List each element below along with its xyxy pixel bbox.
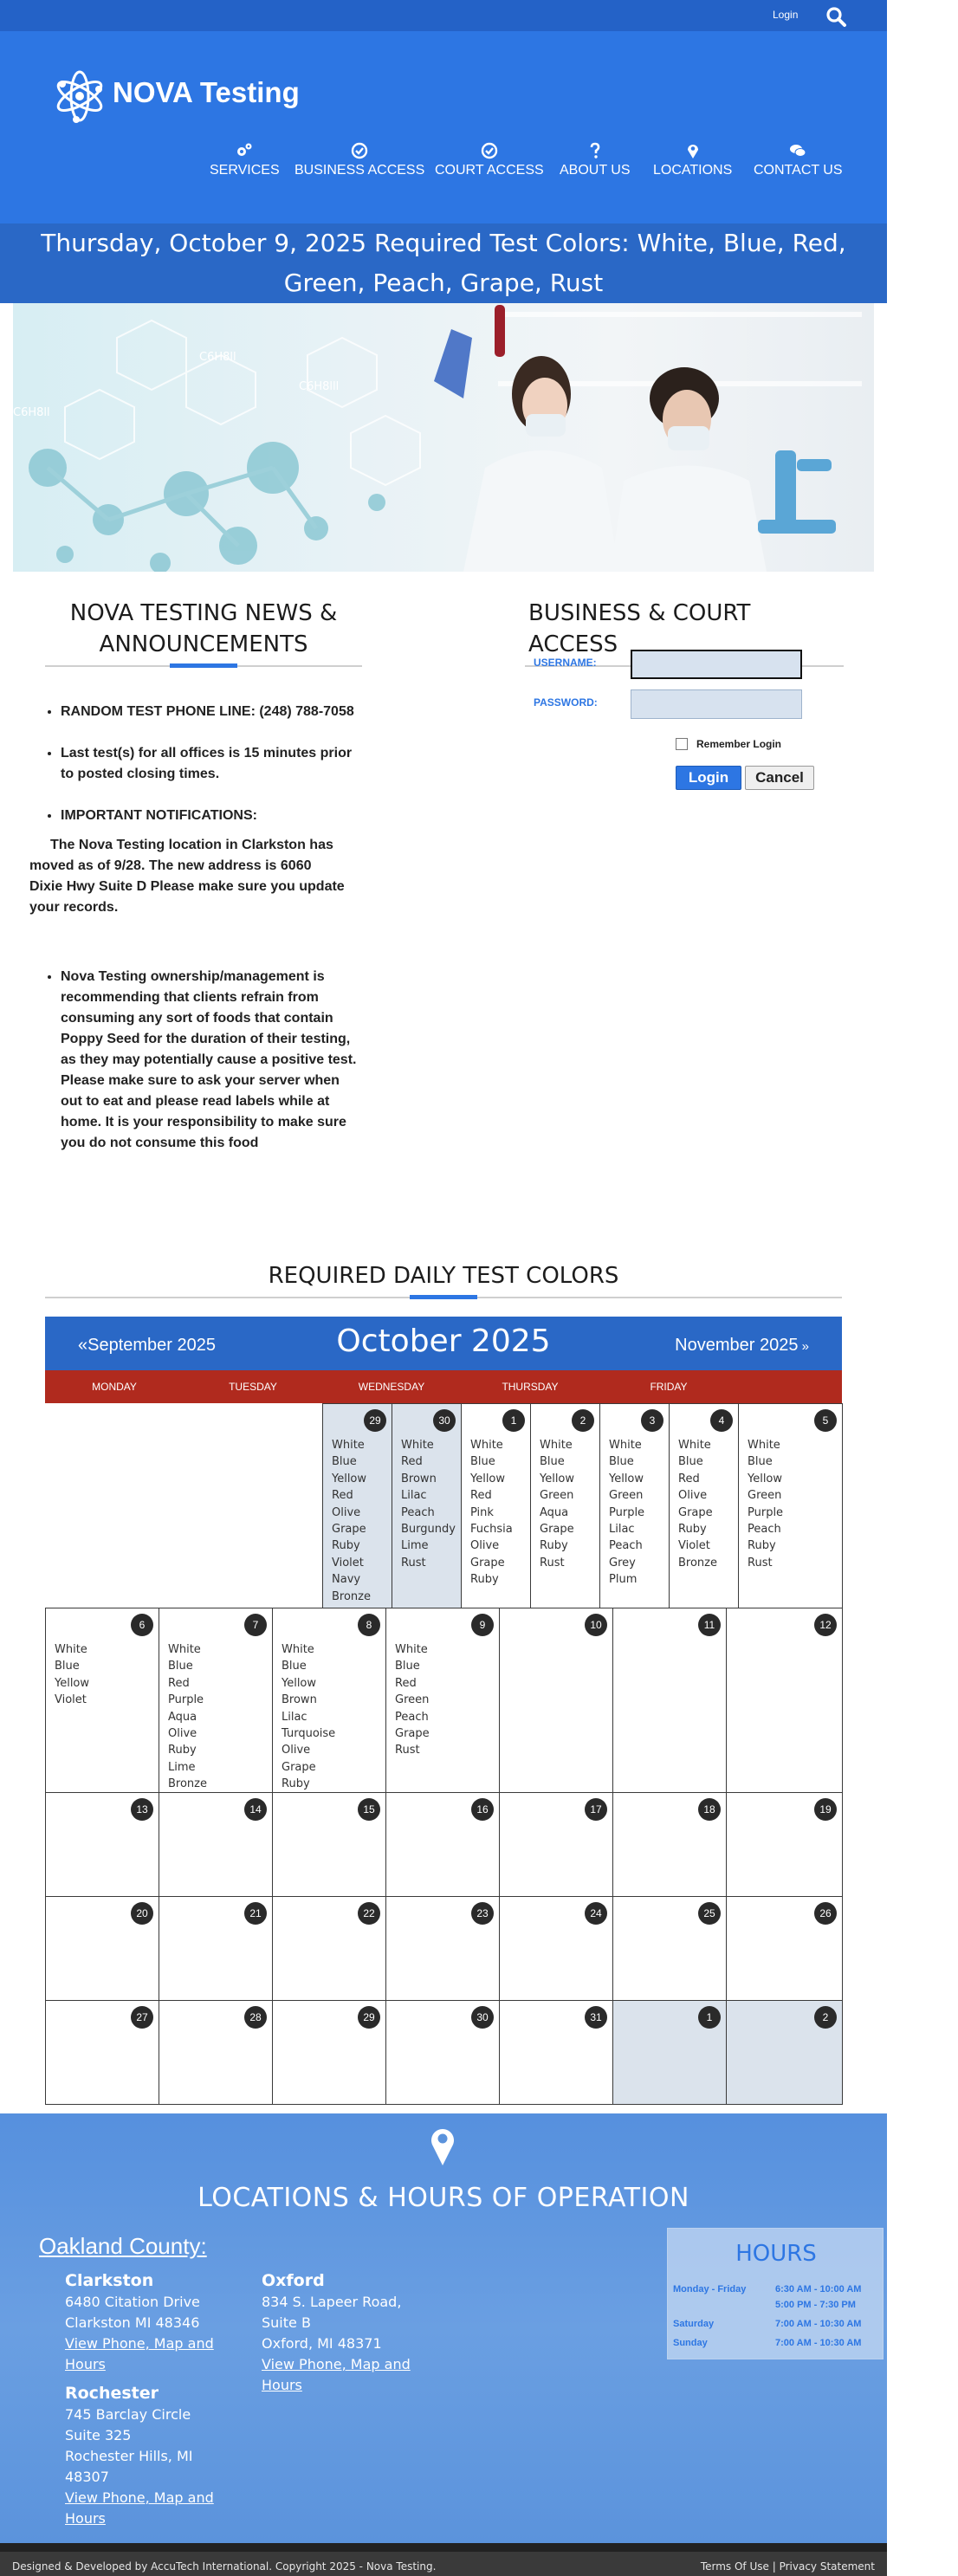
hours-day: Saturday bbox=[673, 2319, 715, 2329]
test-color: Ruby bbox=[748, 1539, 776, 1553]
day-number: 26 bbox=[814, 1902, 837, 1925]
test-color: White bbox=[470, 1439, 503, 1452]
test-color: Olive bbox=[678, 1489, 708, 1503]
test-color: Navy bbox=[332, 1573, 361, 1587]
test-color: Red bbox=[395, 1676, 417, 1690]
test-color: Grape bbox=[282, 1760, 316, 1774]
map-pin-icon bbox=[430, 2126, 456, 2165]
test-color: Blue bbox=[609, 1455, 634, 1469]
prev-month-link[interactable] bbox=[78, 1336, 216, 1356]
day-number: 24 bbox=[585, 1902, 607, 1925]
day-number: 16 bbox=[471, 1798, 494, 1821]
test-color: Peach bbox=[748, 1523, 781, 1537]
day-colors-list bbox=[401, 1437, 456, 1571]
office-name: Rochester bbox=[65, 2384, 159, 2403]
test-color: Rust bbox=[748, 1556, 773, 1570]
test-color: Bronze bbox=[168, 1777, 207, 1791]
test-color: Rust bbox=[395, 1744, 420, 1757]
day-number: 11 bbox=[698, 1614, 721, 1636]
access-title: BUSINESS & COURT ACCESS bbox=[528, 600, 751, 657]
locations-title: LOCATIONS & HOURS OF OPERATION bbox=[197, 2183, 689, 2213]
site-logo[interactable] bbox=[52, 66, 312, 126]
locations-section bbox=[0, 2113, 887, 2543]
day-number: 30 bbox=[471, 2006, 494, 2029]
test-color: Yellow bbox=[540, 1472, 575, 1485]
day-number: 22 bbox=[358, 1902, 380, 1925]
password-label: PASSWORD: bbox=[534, 696, 598, 709]
test-color: Purple bbox=[748, 1505, 784, 1519]
hours-day: Sunday bbox=[673, 2338, 708, 2348]
office-name: Oxford bbox=[262, 2271, 325, 2290]
calendar-day-cell bbox=[385, 1608, 500, 1793]
day-number: 10 bbox=[585, 1614, 607, 1636]
test-color: White bbox=[678, 1439, 711, 1452]
hero-formula-1: C6H8ll bbox=[199, 351, 236, 364]
day-number: 15 bbox=[358, 1798, 380, 1821]
calendar-day-cell bbox=[612, 1896, 727, 2001]
news-item: • IMPORTANT NOTIFICATIONS: bbox=[61, 806, 362, 826]
prev-month-label: September 2025 bbox=[87, 1336, 217, 1355]
day-number: 31 bbox=[585, 2006, 607, 2029]
test-color: Ruby bbox=[168, 1744, 197, 1757]
office-address: Suite B bbox=[262, 2314, 311, 2331]
test-color: Yellow bbox=[748, 1472, 783, 1485]
test-color: Yellow bbox=[470, 1472, 506, 1485]
next-month-link[interactable] bbox=[675, 1336, 809, 1356]
calendar-day-cell bbox=[599, 1403, 670, 1608]
news-item: • Last test(s) for all offices is 15 minutes prior to posted closing times. bbox=[61, 743, 362, 785]
check-circle-icon bbox=[481, 142, 498, 159]
office-details-link[interactable]: View Phone, Map and Hours bbox=[65, 2489, 214, 2527]
county-heading[interactable]: Oakland County: bbox=[39, 2233, 207, 2259]
day-number: 8 bbox=[358, 1614, 380, 1636]
remember-checkbox[interactable] bbox=[676, 738, 688, 750]
test-color: Violet bbox=[55, 1693, 87, 1707]
test-color: Blue bbox=[748, 1455, 773, 1469]
calendar-day-cell bbox=[726, 1792, 843, 1897]
calendar-title: REQUIRED DAILY TEST COLORS bbox=[268, 1263, 619, 1289]
test-color: Blue bbox=[332, 1455, 357, 1469]
calendar-day-cell bbox=[159, 1896, 273, 2001]
weekday-label: MONDAY bbox=[92, 1381, 137, 1393]
nav-court-access[interactable] bbox=[435, 142, 544, 178]
day-number: 1 bbox=[502, 1409, 525, 1432]
test-color: White bbox=[540, 1439, 573, 1452]
test-color: Lilac bbox=[282, 1710, 307, 1724]
nav-label: ABOUT US bbox=[560, 163, 631, 178]
day-number: 4 bbox=[710, 1409, 733, 1432]
day-number: 3 bbox=[641, 1409, 663, 1432]
calendar-title-wrap bbox=[45, 1260, 842, 1298]
office-address: Clarkston MI 48346 bbox=[65, 2314, 200, 2331]
test-color: Ruby bbox=[332, 1539, 360, 1553]
test-color: Violet bbox=[332, 1556, 364, 1570]
calendar-day-cell bbox=[272, 1608, 386, 1793]
hours-time: 7:00 AM - 10:30 AM bbox=[775, 2338, 862, 2348]
test-color: White bbox=[395, 1643, 428, 1656]
office-oxford bbox=[262, 2269, 426, 2396]
test-color: White bbox=[282, 1643, 314, 1656]
test-color: Olive bbox=[332, 1505, 361, 1519]
day-number: 14 bbox=[244, 1798, 267, 1821]
test-color: Brown bbox=[282, 1693, 317, 1707]
privacy-link[interactable]: Privacy Statement bbox=[779, 2560, 875, 2573]
footer-separator: | bbox=[772, 2560, 776, 2573]
test-color: Bronze bbox=[678, 1556, 717, 1570]
test-color: Peach bbox=[395, 1710, 429, 1724]
news-item: • RANDOM TEST PHONE LINE: (248) 788-7058 bbox=[61, 702, 362, 722]
day-number: 30 bbox=[433, 1409, 456, 1432]
site-footer bbox=[0, 2543, 887, 2576]
hours-time: 6:30 AM - 10:00 AM bbox=[775, 2284, 862, 2294]
daily-colors-banner bbox=[0, 223, 887, 303]
test-color: Lilac bbox=[609, 1523, 635, 1537]
top-bar bbox=[0, 0, 887, 31]
current-month: October 2025 bbox=[336, 1324, 551, 1359]
test-color: Blue bbox=[168, 1660, 193, 1673]
day-colors-list bbox=[395, 1641, 430, 1759]
title-divider bbox=[45, 1297, 842, 1298]
copyright-text: Designed & Developed by AccuTech International. Copyright 2025 - Nova Testing. bbox=[12, 2560, 437, 2573]
test-color: Red bbox=[401, 1455, 423, 1469]
day-number: 29 bbox=[358, 2006, 380, 2029]
test-color: Rust bbox=[401, 1556, 426, 1570]
site-header bbox=[0, 31, 887, 223]
test-color: Yellow bbox=[55, 1676, 90, 1690]
test-color: Red bbox=[470, 1489, 492, 1503]
nav-label: BUSINESS ACCESS bbox=[295, 163, 425, 178]
test-color: Ruby bbox=[678, 1523, 707, 1537]
weekday-label: TUESDAY bbox=[229, 1381, 277, 1393]
test-color: Olive bbox=[470, 1539, 500, 1553]
calendar-day-cell bbox=[322, 1403, 392, 1608]
hours-time: 7:00 AM - 10:30 AM bbox=[775, 2319, 862, 2329]
test-color: Olive bbox=[282, 1744, 311, 1757]
lab-scene-illustration bbox=[13, 303, 874, 572]
calendar-day-cell bbox=[385, 2000, 500, 2105]
weekday-label: FRIDAY bbox=[650, 1381, 688, 1393]
test-color: Blue bbox=[540, 1455, 565, 1469]
day-number: 27 bbox=[131, 2006, 153, 2029]
day-number: 6 bbox=[131, 1614, 153, 1636]
day-number: 5 bbox=[814, 1409, 837, 1432]
calendar-day-cell bbox=[45, 1608, 159, 1793]
test-color: Lime bbox=[168, 1760, 196, 1774]
test-color: Blue bbox=[678, 1455, 703, 1469]
test-color: Turquoise bbox=[282, 1727, 336, 1741]
day-colors-list bbox=[609, 1437, 644, 1589]
test-color: Ruby bbox=[470, 1573, 499, 1587]
footer-links bbox=[701, 2560, 875, 2573]
title-divider bbox=[45, 665, 362, 667]
double-chevron-right-icon: » bbox=[798, 1339, 809, 1354]
test-color: Green bbox=[540, 1489, 574, 1503]
test-color: Ruby bbox=[282, 1777, 310, 1791]
calendar-day-cell bbox=[461, 1403, 531, 1608]
poppy-seed-notice: • Nova Testing ownership/management is recommending that clients refrain from consuming any sort of foods that contain Poppy Seed for the duration of their testing, as they may potentially cause a positive test. Please make sure to ask your server when out to eat and please read labels while at home. It is your responsibility to make sure you do not consume this food bbox=[61, 967, 362, 1154]
atom-logo-icon bbox=[52, 66, 107, 126]
test-color: Yellow bbox=[332, 1472, 367, 1485]
day-number: 19 bbox=[814, 1798, 837, 1821]
test-color: Burgundy bbox=[401, 1523, 456, 1537]
nav-label: CONTACT US bbox=[754, 163, 843, 178]
calendar-day-cell bbox=[385, 1792, 500, 1897]
calendar-day-cell bbox=[499, 2000, 613, 2105]
news-list bbox=[45, 702, 362, 826]
calendar-day-cell bbox=[612, 1608, 727, 1793]
day-colors-list bbox=[332, 1437, 371, 1605]
check-circle-icon bbox=[351, 142, 368, 159]
test-color: Green bbox=[609, 1489, 644, 1503]
test-color: White bbox=[401, 1439, 434, 1452]
login-link[interactable]: Login bbox=[773, 9, 799, 21]
test-color: Ruby bbox=[540, 1539, 568, 1553]
day-number: 7 bbox=[244, 1614, 267, 1636]
test-color: Fuchsia bbox=[470, 1523, 513, 1537]
cancel-button[interactable]: Cancel bbox=[745, 766, 814, 790]
test-color: Peach bbox=[609, 1539, 643, 1553]
banner-text: Thursday, October 9, 2025 Required Test Colors: White, Blue, Red, Green, Peach, Grape, Rust bbox=[41, 229, 846, 297]
calendar-day-cell bbox=[272, 1792, 386, 1897]
test-color: Lilac bbox=[401, 1489, 427, 1503]
day-number: 18 bbox=[698, 1798, 721, 1821]
calendar-day-cell bbox=[392, 1403, 462, 1608]
calendar-day-cell bbox=[272, 2000, 386, 2105]
day-number: 2 bbox=[814, 2006, 837, 2029]
nav-contact-us[interactable] bbox=[754, 142, 843, 178]
calendar-day-cell bbox=[726, 1608, 843, 1793]
username-input[interactable] bbox=[631, 650, 802, 679]
test-color: Brown bbox=[401, 1472, 437, 1485]
double-chevron-left-icon: « bbox=[78, 1336, 88, 1355]
calendar-day-cell bbox=[726, 2000, 843, 2105]
test-color: Grape bbox=[540, 1523, 574, 1537]
test-color: Pink bbox=[470, 1505, 494, 1519]
nav-locations[interactable] bbox=[653, 142, 732, 178]
nav-label: SERVICES bbox=[210, 163, 280, 178]
test-color: Lime bbox=[401, 1539, 429, 1553]
day-number: 25 bbox=[698, 1902, 721, 1925]
weekday-label: THURSDAY bbox=[502, 1381, 559, 1393]
test-color: White bbox=[332, 1439, 365, 1452]
test-color: Purple bbox=[168, 1693, 204, 1707]
nav-label: LOCATIONS bbox=[653, 163, 733, 178]
test-color: Blue bbox=[282, 1660, 307, 1673]
office-address: 745 Barclay Circle Suite 325 bbox=[65, 2406, 191, 2443]
calendar-day-cell bbox=[159, 1792, 273, 1897]
password-input[interactable] bbox=[631, 689, 802, 719]
test-color: Red bbox=[678, 1472, 700, 1485]
nav-about-us[interactable] bbox=[560, 142, 631, 178]
day-colors-list bbox=[55, 1641, 89, 1709]
test-color: Yellow bbox=[609, 1472, 644, 1485]
hero-formula-2: C6H8lll bbox=[299, 380, 340, 393]
test-color: Olive bbox=[168, 1727, 197, 1741]
terms-link[interactable]: Terms Of Use bbox=[700, 2560, 769, 2573]
login-panel bbox=[525, 598, 844, 786]
office-rochester bbox=[65, 2382, 230, 2529]
calendar-header bbox=[45, 1317, 842, 1370]
calendar-day-cell bbox=[499, 1608, 613, 1793]
day-number: 12 bbox=[814, 1614, 837, 1636]
day-colors-list bbox=[748, 1437, 783, 1571]
news-section bbox=[29, 598, 362, 1175]
weekday-label: WEDNESDAY bbox=[358, 1381, 425, 1393]
calendar-day-cell bbox=[530, 1403, 600, 1608]
test-color: Red bbox=[332, 1489, 353, 1503]
test-color: Blue bbox=[55, 1660, 80, 1673]
test-color: Peach bbox=[401, 1505, 435, 1519]
test-color: Aqua bbox=[168, 1710, 197, 1724]
test-color: Violet bbox=[678, 1539, 710, 1553]
office-address: Oxford, MI 48371 bbox=[262, 2335, 382, 2352]
next-month-label: November 2025 bbox=[675, 1336, 799, 1355]
login-button[interactable]: Login bbox=[676, 766, 741, 790]
day-colors-list bbox=[540, 1437, 574, 1571]
calendar-day-cell bbox=[159, 2000, 273, 2105]
hours-time: 5:00 PM - 7:30 PM bbox=[775, 2300, 856, 2310]
test-color: Grape bbox=[332, 1523, 366, 1537]
office-name: Clarkston bbox=[65, 2271, 154, 2290]
test-color: Aqua bbox=[540, 1505, 569, 1519]
day-colors-list bbox=[678, 1437, 717, 1571]
test-color: Green bbox=[395, 1693, 430, 1707]
clarkston-move-notice: The Nova Testing location in Clarkston has moved as of 9/28. The new address is 6060 Dixie Hwy Suite D Please make sure you update your records. bbox=[29, 838, 345, 915]
test-color: Grey bbox=[609, 1556, 636, 1570]
test-color: Blue bbox=[470, 1455, 495, 1469]
day-number: 2 bbox=[572, 1409, 594, 1432]
calendar-day-cell bbox=[738, 1403, 843, 1608]
map-pin-icon bbox=[684, 142, 702, 159]
weekday-header bbox=[45, 1370, 842, 1403]
day-number: 23 bbox=[471, 1902, 494, 1925]
test-color: White bbox=[168, 1643, 201, 1656]
nav-services[interactable] bbox=[210, 142, 280, 178]
hours-day: Monday - Friday bbox=[673, 2284, 747, 2294]
hero-formula-3: C6H8ll bbox=[13, 406, 50, 419]
test-color: Grape bbox=[470, 1556, 505, 1570]
day-colors-list bbox=[168, 1641, 207, 1793]
calendar-day-cell bbox=[45, 2000, 159, 2105]
calendar-day-cell bbox=[272, 1896, 386, 2001]
question-icon bbox=[586, 142, 604, 159]
nav-business-access[interactable] bbox=[295, 142, 424, 178]
day-number: 1 bbox=[698, 2006, 721, 2029]
remember-login[interactable] bbox=[676, 738, 781, 750]
calendar-day-cell bbox=[159, 1608, 273, 1793]
calendar-day-cell bbox=[499, 1792, 613, 1897]
calendar-day-cell bbox=[612, 1792, 727, 1897]
test-color: Yellow bbox=[282, 1676, 317, 1690]
test-color: Red bbox=[168, 1676, 190, 1690]
day-number: 9 bbox=[471, 1614, 494, 1636]
day-colors-list bbox=[470, 1437, 513, 1589]
hours-panel bbox=[667, 2228, 884, 2359]
office-clarkston bbox=[65, 2269, 230, 2375]
test-color: Bronze bbox=[332, 1589, 371, 1603]
search-icon[interactable] bbox=[825, 5, 847, 28]
office-address: Rochester Hills, MI 48307 bbox=[65, 2448, 193, 2485]
calendar-day-cell bbox=[45, 1896, 159, 2001]
day-number: 13 bbox=[131, 1798, 153, 1821]
calendar-day-cell bbox=[385, 1896, 500, 2001]
day-number: 28 bbox=[244, 2006, 267, 2029]
test-color: Grape bbox=[395, 1727, 430, 1741]
calendar-day-cell bbox=[45, 1792, 159, 1897]
hours-title: HOURS bbox=[735, 2241, 817, 2267]
chat-bubbles-icon bbox=[789, 142, 806, 159]
test-color: Rust bbox=[540, 1556, 565, 1570]
test-color: White bbox=[748, 1439, 780, 1452]
calendar-day-cell bbox=[612, 2000, 727, 2105]
test-color: Plum bbox=[609, 1573, 638, 1587]
test-color: White bbox=[55, 1643, 87, 1656]
day-number: 20 bbox=[131, 1902, 153, 1925]
calendar-day-cell bbox=[499, 1896, 613, 2001]
brand-name: NOVA Testing bbox=[113, 76, 300, 108]
day-number: 21 bbox=[244, 1902, 267, 1925]
day-colors-list bbox=[282, 1641, 335, 1793]
test-color: Grape bbox=[678, 1505, 713, 1519]
hero-image bbox=[13, 303, 874, 572]
office-address: 834 S. Lapeer Road, bbox=[262, 2294, 402, 2310]
remember-label: Remember Login bbox=[696, 738, 782, 750]
gears-icon bbox=[236, 142, 253, 159]
test-color: Green bbox=[748, 1489, 782, 1503]
office-details-link[interactable]: View Phone, Map and Hours bbox=[65, 2335, 214, 2372]
office-address: 6480 Citation Drive bbox=[65, 2294, 200, 2310]
office-details-link[interactable]: View Phone, Map and Hours bbox=[262, 2356, 411, 2393]
day-number: 29 bbox=[364, 1409, 386, 1432]
test-color: Blue bbox=[395, 1660, 420, 1673]
calendar-day-cell bbox=[726, 1896, 843, 2001]
username-label: USERNAME: bbox=[534, 657, 597, 669]
nav-label: COURT ACCESS bbox=[435, 163, 544, 178]
calendar-day-cell bbox=[669, 1403, 739, 1608]
news-title: NOVA TESTING NEWS & ANNOUNCEMENTS bbox=[69, 600, 338, 657]
test-color: Purple bbox=[609, 1505, 645, 1519]
test-color: White bbox=[609, 1439, 642, 1452]
day-number: 17 bbox=[585, 1798, 607, 1821]
news-list bbox=[45, 967, 362, 1154]
